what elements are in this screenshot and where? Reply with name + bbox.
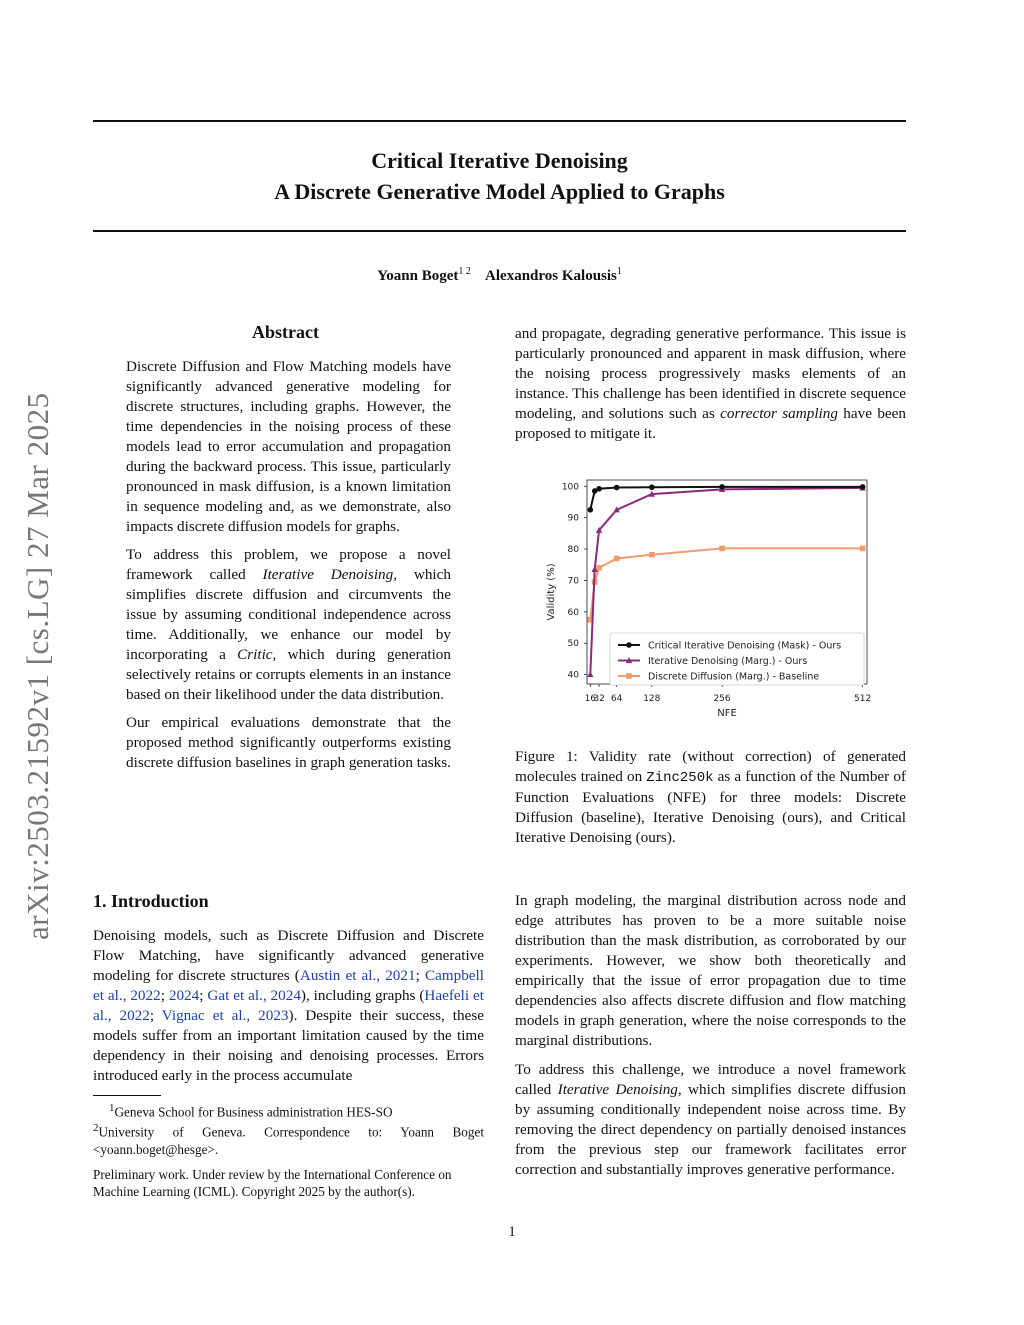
citation-link[interactable]: Vignac et al., 2023 xyxy=(161,1007,289,1024)
y-axis-label: Validity (%) xyxy=(546,563,557,621)
legend-entry: Discrete Diffusion (Marg.) - Baseline xyxy=(648,671,820,683)
dataset-name: Zinc250k xyxy=(646,770,714,786)
page-number: 1 xyxy=(508,1224,516,1240)
data-point xyxy=(587,507,593,513)
footnote-2: University of Geneva. Correspondence to: Yoann Boget <yoann.boget@hesge>. xyxy=(93,1124,484,1157)
legend-entry: Iterative Denoising (Marg.) - Ours xyxy=(648,656,808,667)
y-tick-label: 50 xyxy=(567,639,579,650)
data-point xyxy=(649,552,655,558)
data-point xyxy=(860,546,866,552)
arxiv-stamp: arXiv:2503.21592v1 [cs.LG] 27 Mar 2025 xyxy=(20,392,55,940)
abstract-paragraph: Our empirical evaluations demonstrate that the proposed method significantly outperforms existing discrete diffusion baselines in graph generation tasks. xyxy=(126,714,451,771)
citation-link[interactable]: Gat et al., 2024 xyxy=(207,987,301,1004)
body-paragraph: To address this challenge, we introduce a novel framework called Iterative Denoising, which simplifies discrete diffusion by assuming conditionally independent noise across time. By removing the direct dependency on partially denoised instances from the previous step our framework facilitates error correction and substantially improves generative performance. xyxy=(515,1061,906,1178)
footnote-rule xyxy=(93,1095,161,1096)
abstract-paragraph: Discrete Diffusion and Flow Matching models have significantly advanced generative modeling for discrete structures, including graphs. However, the time dependencies in the noising process of these models lead to error accumulation and propagation during the backward process. This issue, particularly pronounced in mask diffusion, is a known limitation in sequence modeling and, as we demonstrate, also impacts discrete diffusion models for graphs. xyxy=(126,358,451,535)
x-tick-label: 64 xyxy=(610,694,623,704)
body-paragraph: In graph modeling, the marginal distribution across node and edge attributes has proven to be a more suitable noise distribution than the mask distribution, as corroborated by our experiments. However, we show both theoretically and empirically that the issue of error propagation due to time dependencies also affects discrete diffusion and flow matching models in graph generation, where the noise corresponds to the marginal distributions. xyxy=(515,892,906,1049)
paper-title-line2: A Discrete Generative Model Applied to Graphs xyxy=(274,179,725,204)
author-name: Alexandros Kalousis xyxy=(485,268,617,284)
x-tick-label: 32 xyxy=(593,694,605,704)
author-affiliation: 1 xyxy=(616,266,622,277)
y-tick-label: 100 xyxy=(561,482,579,493)
data-point xyxy=(614,485,620,491)
footnote-affiliations: $^1$Geneva School for Business administration HES-SO $^2$University of Geneva. Correspondence to: Yoann Boget <yoann.boget@hesge>. xyxy=(93,1102,484,1157)
author-affiliation: 1 2 xyxy=(458,266,471,277)
y-tick-label: 60 xyxy=(567,607,579,618)
citation-link[interactable]: Campbell et al., 2022 xyxy=(93,967,484,1004)
data-point xyxy=(719,484,725,490)
x-tick-label: 16 xyxy=(584,694,597,704)
validity-line-chart xyxy=(540,470,880,720)
legend-marker xyxy=(626,642,632,648)
right-column-body xyxy=(515,891,906,1180)
series-2 xyxy=(587,546,865,623)
y-tick-label: 80 xyxy=(567,545,579,556)
figure-caption: Figure 1: Validity rate (without correction) of generated molecules trained on Zinc250k as a function of the Number of Function Evaluations (NFE) for three models: Discrete Diffusion (baseline), Iterative Denoising (ours), and Critical Iterative Denoising (ours). xyxy=(515,748,906,846)
data-point xyxy=(649,484,655,490)
data-point xyxy=(596,565,602,571)
citation-link[interactable]: Austin et al., 2021 xyxy=(299,967,416,984)
data-point xyxy=(596,486,602,492)
citation-link[interactable]: 2024 xyxy=(168,987,200,1004)
paper-title-line1: Critical Iterative Denoising xyxy=(371,148,628,173)
legend-marker xyxy=(626,673,632,679)
chart-legend xyxy=(610,633,864,685)
series-line xyxy=(590,548,862,619)
abstract-paragraph: To address this problem, we propose a novel framework called Iterative Denoising, which simplifies discrete diffusion and circumvents the issue by assuming conditional independence across time. Additionally, we enhance our model by incorporating a Critic, which during generation selectively retains or corrupts elements in an instance based on their likelihood under the data distribution. xyxy=(126,546,451,703)
preliminary-note: Preliminary work. Under review by the International Conference on Machine Learning (ICML). Copyright 2025 by the author(s). xyxy=(93,1167,452,1199)
right-column-intro-continuation: and propagate, degrading generative performance. This issue is particularly pronounced and apparent in mask diffusion, where the noising process progressively masks elements of an instance. This challenge has been identified in discrete sequence modeling, and solutions such as corrector sampling have been proposed to mitigate it. xyxy=(515,325,906,442)
y-tick-label: 70 xyxy=(567,576,579,587)
x-axis-label: NFE xyxy=(717,708,737,719)
title-top-rule xyxy=(93,120,906,122)
author-name: Yoann Boget xyxy=(377,268,459,284)
introduction-body: Denoising models, such as Discrete Diffusion and Discrete Flow Matching, have significantly advanced generative modeling for discrete structures (Austin et al., 2021; Campbell et al., 2022; 2024; Gat et al., 2024), including graphs (Haefeli et al., 2022; Vignac et al., 2023). Despite their success, these models suffer from an important limitation caused by the time dependency in their noising and denoising processes. Errors introduced early in the process accumulate xyxy=(93,927,484,1084)
citation-link[interactable]: Haefeli et al., 2022 xyxy=(93,987,484,1024)
data-point xyxy=(587,671,593,677)
data-point xyxy=(719,546,725,552)
abstract-heading: Abstract xyxy=(252,322,319,342)
y-tick-label: 90 xyxy=(567,513,579,524)
legend-entry: Critical Iterative Denoising (Mask) - Ours xyxy=(648,640,842,652)
x-tick-label: 128 xyxy=(643,694,661,704)
data-point xyxy=(860,484,866,490)
abstract-body xyxy=(126,357,451,773)
author-list xyxy=(93,266,906,285)
y-tick-label: 40 xyxy=(567,670,579,681)
x-tick-label: 256 xyxy=(713,694,731,704)
x-tick-label: 512 xyxy=(854,694,872,704)
title-bottom-rule xyxy=(93,230,906,232)
data-point xyxy=(614,556,620,562)
footnote-1: Geneva School for Business administration HES-SO xyxy=(114,1104,393,1120)
section-heading-introduction: 1. Introduction xyxy=(93,891,209,911)
